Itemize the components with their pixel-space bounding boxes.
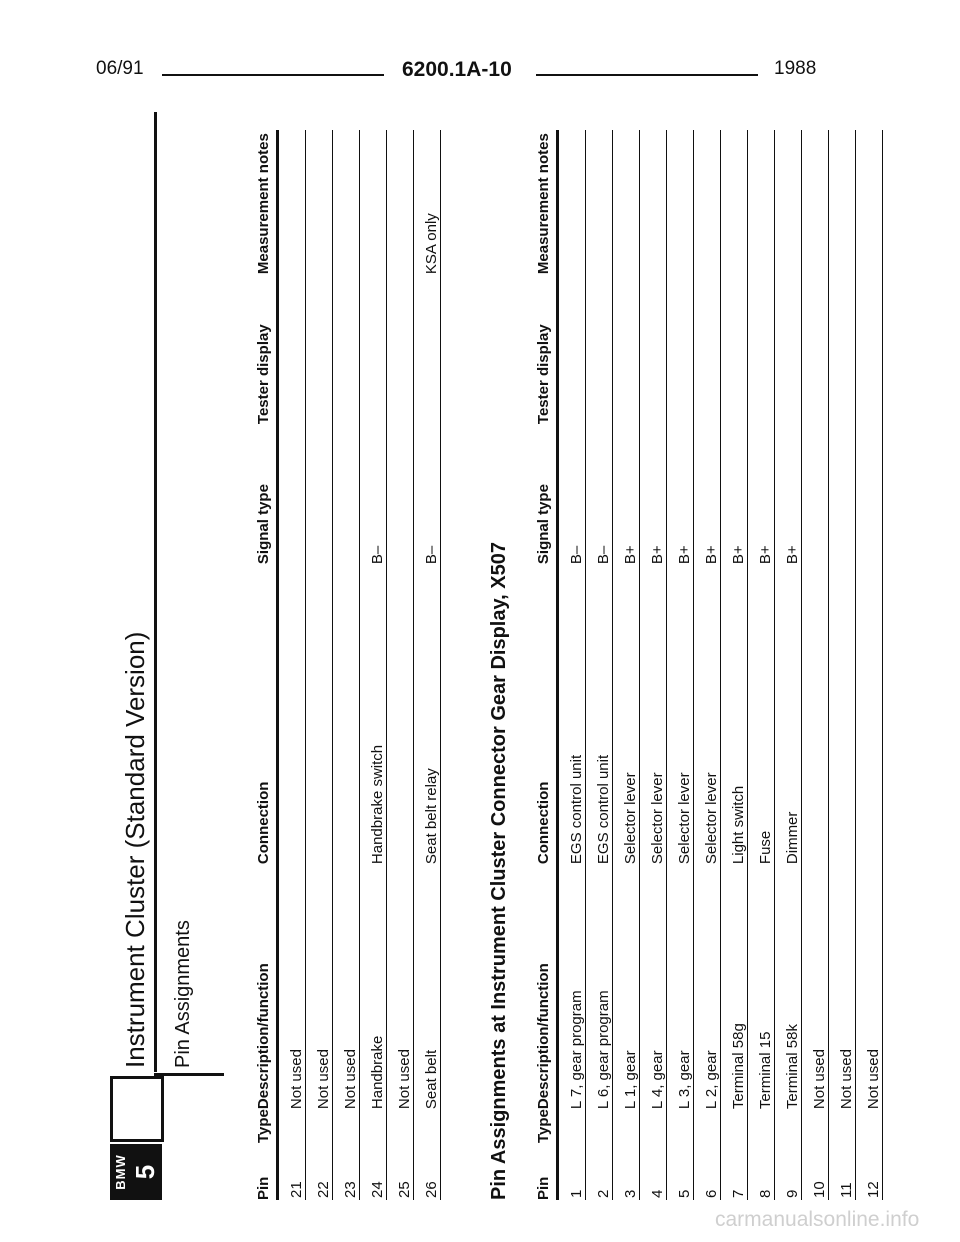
col-connection-cell (333, 564, 360, 864)
col-connection-cell: Seat belt relay (414, 564, 441, 864)
col-measurement-notes-cell (802, 130, 829, 274)
col-tester-display-cell (748, 274, 775, 424)
col-type-cell (360, 1109, 387, 1143)
col-measurement-notes-cell (278, 130, 306, 274)
col-measurement-notes-cell (829, 130, 856, 274)
col-measurement-notes-cell (558, 130, 586, 274)
col-signal-type-cell: B– (414, 424, 441, 564)
col-pin-cell: 25 (387, 1143, 414, 1200)
col-tester-display-cell (856, 274, 883, 424)
table-row (667, 130, 694, 1200)
col-tester-display-cell (333, 274, 360, 424)
bmw-5-logo (110, 1078, 170, 1200)
table-row (640, 130, 667, 1200)
col-pin-cell: 6 (694, 1143, 721, 1200)
col-tester-display-cell (278, 274, 306, 424)
col-connection-cell: Selector lever (640, 564, 667, 864)
col-type-cell (613, 1109, 640, 1143)
col-type-cell (333, 1109, 360, 1143)
col-description-cell: Not used (856, 864, 883, 1109)
col-tester-display-cell (640, 274, 667, 424)
table-row (387, 130, 414, 1200)
col-connection-cell (802, 564, 829, 864)
logo-empty-box (110, 1076, 164, 1142)
col-tester-display-cell (613, 274, 640, 424)
col-measurement-notes-cell (856, 130, 883, 274)
col-type-header: Type (255, 1109, 278, 1143)
table-row (278, 130, 306, 1200)
pin-table-2 (535, 130, 883, 1200)
col-signal-type-cell: B+ (640, 424, 667, 564)
col-pin-cell: 1 (558, 1143, 586, 1200)
col-pin-cell: 4 (640, 1143, 667, 1200)
col-description-cell: Terminal 58k (775, 864, 802, 1109)
col-type-cell (748, 1109, 775, 1143)
table-row (414, 130, 441, 1200)
header-code: 6200.1A-10 (402, 58, 512, 81)
col-connection-cell (278, 564, 306, 864)
col-description-cell: Not used (333, 864, 360, 1109)
col-tester-display-cell (721, 274, 748, 424)
col-signal-type-cell: B+ (775, 424, 802, 564)
col-measurement-notes-header: Measurement notes (255, 130, 278, 274)
col-measurement-notes-cell (586, 130, 613, 274)
table-row (586, 130, 613, 1200)
col-pin-cell: 24 (360, 1143, 387, 1200)
col-tester-display-cell (414, 274, 441, 424)
col-connection-cell: EGS control unit (586, 564, 613, 864)
page-header (0, 58, 960, 88)
col-signal-type-cell: B– (586, 424, 613, 564)
col-signal-type-cell: B+ (721, 424, 748, 564)
col-pin-cell: 21 (278, 1143, 306, 1200)
table-body (278, 130, 441, 1200)
col-measurement-notes-cell (387, 130, 414, 274)
col-connection-cell: Light switch (721, 564, 748, 864)
col-measurement-notes-cell (640, 130, 667, 274)
col-tester-display-cell (586, 274, 613, 424)
col-signal-type-cell: B+ (748, 424, 775, 564)
pin-table-1 (255, 130, 441, 1200)
col-connection-cell (856, 564, 883, 864)
col-signal-type-cell (802, 424, 829, 564)
logo-dark-box (110, 1144, 162, 1200)
col-signal-type-header: Signal type (535, 424, 558, 564)
col-tester-display-cell (775, 274, 802, 424)
col-description-cell: Not used (387, 864, 414, 1109)
table-row (829, 130, 856, 1200)
col-signal-type-cell: B+ (613, 424, 640, 564)
col-description-cell: Terminal 15 (748, 864, 775, 1109)
table-header-row (255, 130, 278, 1200)
col-tester-display-cell (558, 274, 586, 424)
title-rule (154, 112, 157, 1072)
col-tester-display-cell (829, 274, 856, 424)
col-type-cell (640, 1109, 667, 1143)
col-tester-display-cell (802, 274, 829, 424)
col-connection-cell (306, 564, 333, 864)
col-pin-cell: 5 (667, 1143, 694, 1200)
logo-series: 5 (130, 1164, 160, 1180)
col-signal-type-cell (829, 424, 856, 564)
header-rule-right (536, 74, 758, 76)
col-description-cell: L 7, gear program (558, 864, 586, 1109)
col-measurement-notes-cell: KSA only (414, 130, 441, 274)
table-row (360, 130, 387, 1200)
col-tester-display-cell (667, 274, 694, 424)
col-connection-header: Connection (255, 564, 278, 864)
table-header-row (535, 130, 558, 1200)
logo-brand: BMW (113, 1154, 128, 1190)
col-tester-display-header: Tester display (255, 274, 278, 424)
col-connection-cell: EGS control unit (558, 564, 586, 864)
watermark: carmanualsonline.info (715, 1208, 920, 1231)
table-row (748, 130, 775, 1200)
col-type-cell (802, 1109, 829, 1143)
col-pin-cell: 12 (856, 1143, 883, 1200)
col-type-cell (558, 1109, 586, 1143)
col-tester-display-cell (306, 274, 333, 424)
header-year: 1988 (774, 58, 817, 79)
col-type-cell (856, 1109, 883, 1143)
col-measurement-notes-cell (613, 130, 640, 274)
col-connection-cell: Selector lever (667, 564, 694, 864)
col-measurement-notes-cell (748, 130, 775, 274)
col-pin-cell: 9 (775, 1143, 802, 1200)
col-description-cell: L 2, gear (694, 864, 721, 1109)
table-row (333, 130, 360, 1200)
col-type-cell (414, 1109, 441, 1143)
col-signal-type-cell (856, 424, 883, 564)
col-signal-type-cell (306, 424, 333, 564)
col-description-cell: Not used (278, 864, 306, 1109)
col-description-cell: Terminal 58g (721, 864, 748, 1109)
col-description-cell: Not used (829, 864, 856, 1109)
col-connection-cell: Selector lever (613, 564, 640, 864)
col-description-cell: Not used (306, 864, 333, 1109)
col-tester-display-cell (694, 274, 721, 424)
col-description-cell: L 6, gear program (586, 864, 613, 1109)
table-row (613, 130, 640, 1200)
col-signal-type-cell (333, 424, 360, 564)
col-connection-cell: Dimmer (775, 564, 802, 864)
col-description-cell: Handbrake (360, 864, 387, 1109)
col-measurement-notes-cell (333, 130, 360, 274)
header-date: 06/91 (96, 58, 144, 79)
col-pin-cell: 26 (414, 1143, 441, 1200)
col-connection-cell: Selector lever (694, 564, 721, 864)
col-pin-cell: 3 (613, 1143, 640, 1200)
col-signal-type-cell: B– (360, 424, 387, 564)
col-tester-display-header: Tester display (535, 274, 558, 424)
col-type-cell (694, 1109, 721, 1143)
col-description-cell: Not used (802, 864, 829, 1109)
table-body (558, 130, 883, 1200)
col-measurement-notes-cell (694, 130, 721, 274)
col-connection-header: Connection (535, 564, 558, 864)
col-type-header: Type (535, 1109, 558, 1143)
col-signal-type-cell (278, 424, 306, 564)
table-row (856, 130, 883, 1200)
table-row (558, 130, 586, 1200)
col-description-header: Description/function (535, 864, 558, 1109)
col-description-cell: L 3, gear (667, 864, 694, 1109)
col-pin-cell: 2 (586, 1143, 613, 1200)
rotated-content (110, 100, 882, 1200)
col-measurement-notes-cell (775, 130, 802, 274)
col-description-header: Description/function (255, 864, 278, 1109)
col-connection-cell (387, 564, 414, 864)
col-pin-header: Pin (255, 1143, 278, 1200)
table-row (694, 130, 721, 1200)
col-signal-type-cell: B– (558, 424, 586, 564)
col-tester-display-cell (360, 274, 387, 424)
col-connection-cell (829, 564, 856, 864)
page-title: Instrument Cluster (Standard Version) (120, 631, 150, 1068)
col-connection-cell: Handbrake switch (360, 564, 387, 864)
col-pin-cell: 8 (748, 1143, 775, 1200)
header-rule-left (162, 74, 384, 76)
col-description-cell: L 4, gear (640, 864, 667, 1109)
col-signal-type-header: Signal type (255, 424, 278, 564)
title-divider (154, 1073, 224, 1076)
col-measurement-notes-cell (360, 130, 387, 274)
table-row (306, 130, 333, 1200)
col-description-cell: L 1, gear (613, 864, 640, 1109)
col-type-cell (721, 1109, 748, 1143)
col-connection-cell: Fuse (748, 564, 775, 864)
col-type-cell (775, 1109, 802, 1143)
col-measurement-notes-header: Measurement notes (535, 130, 558, 274)
table-row (775, 130, 802, 1200)
col-type-cell (278, 1109, 306, 1143)
col-pin-cell: 22 (306, 1143, 333, 1200)
section-title: Pin Assignments at Instrument Cluster Connector Gear Display, X507 (488, 542, 510, 1200)
col-type-cell (586, 1109, 613, 1143)
col-signal-type-cell (387, 424, 414, 564)
col-measurement-notes-cell (306, 130, 333, 274)
col-tester-display-cell (387, 274, 414, 424)
col-pin-cell: 23 (333, 1143, 360, 1200)
col-measurement-notes-cell (721, 130, 748, 274)
col-type-cell (829, 1109, 856, 1143)
col-pin-cell: 7 (721, 1143, 748, 1200)
col-type-cell (387, 1109, 414, 1143)
table-row (721, 130, 748, 1200)
col-description-cell: Seat belt (414, 864, 441, 1109)
col-type-cell (306, 1109, 333, 1143)
col-type-cell (667, 1109, 694, 1143)
col-measurement-notes-cell (667, 130, 694, 274)
col-pin-cell: 10 (802, 1143, 829, 1200)
col-pin-header: Pin (535, 1143, 558, 1200)
table-row (802, 130, 829, 1200)
col-pin-cell: 11 (829, 1143, 856, 1200)
col-signal-type-cell: B+ (667, 424, 694, 564)
page-subtitle: Pin Assignments (172, 920, 194, 1068)
col-signal-type-cell: B+ (694, 424, 721, 564)
